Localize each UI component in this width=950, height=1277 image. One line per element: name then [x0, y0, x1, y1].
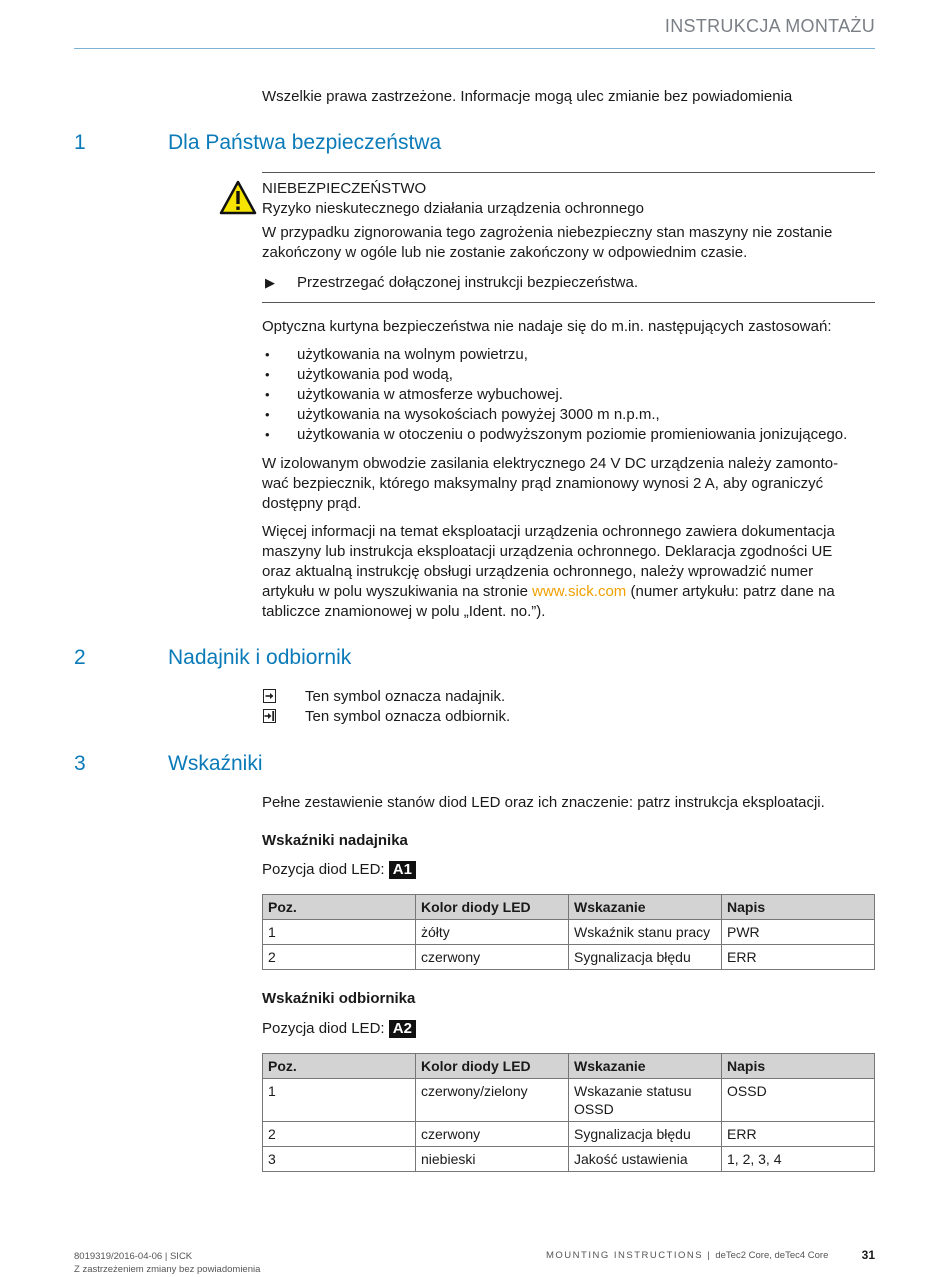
transmitter-symbol-text: Ten symbol oznacza nadajnik. — [305, 688, 506, 705]
bullet-icon: • — [265, 407, 270, 422]
table-cell: ERR — [722, 1122, 875, 1147]
section-number-2: 2 — [74, 646, 86, 669]
table-cell: Sygnalizacja błędu — [569, 945, 722, 970]
section-title-3: Wskaźniki — [168, 752, 263, 775]
footer-doc-info — [74, 1250, 260, 1276]
info-paragraph-line: maszyny lub instrukcja eksploatacji urządzenia ochronnego. Deklaracja zgodności UE — [262, 543, 833, 560]
section-title-2: Nadajnik i odbiornik — [168, 646, 352, 669]
table-header-row — [263, 895, 875, 920]
bullet-icon: • — [265, 387, 270, 402]
warning-triangle-icon — [219, 180, 257, 215]
table-cell: 3 — [263, 1147, 416, 1172]
table-cell: Sygnalizacja błędu — [569, 1122, 722, 1147]
footer-doc-id: 8019319/2016-04-06 | SICK — [74, 1251, 193, 1262]
fuse-paragraph-line: wać bezpiecznik, którego maksymalny prąd znamionowy wynosi 2 A, aby ograniczyć — [262, 475, 824, 492]
transmitter-symbol-icon — [263, 689, 276, 703]
table-cell: PWR — [722, 920, 875, 945]
table-cell: czerwony/zielony — [416, 1079, 569, 1122]
table-cell: Jakość ustawienia — [569, 1147, 722, 1172]
table-cell: niebieski — [416, 1147, 569, 1172]
fuse-paragraph-line: W izolowanym obwodzie zasilania elektrycznego 24 V DC urządzenia należy zamonto- — [262, 455, 839, 472]
indicators-intro: Pełne zestawienie stanów diod LED oraz ich znaczenie: patrz instrukcja eksploatacji. — [262, 794, 825, 811]
led-position-badge: A1 — [389, 861, 416, 879]
usage-intro: Optyczna kurtyna bezpieczeństwa nie nadaje się do m.in. następujących zastosowań: — [262, 318, 832, 335]
receiver-led-position — [262, 1019, 877, 1039]
transmitter-led-table — [262, 894, 875, 970]
receiver-indicators-heading: Wskaźniki odbiornika — [262, 990, 416, 1007]
led-position-label: Pozycja diod LED: — [262, 861, 385, 878]
receiver-led-table — [262, 1053, 875, 1172]
footer-separator: | — [703, 1250, 716, 1261]
warning-action: Przestrzegać dołączonej instrukcji bezpieczeństwa. — [297, 274, 638, 291]
warning-bottom-rule — [262, 302, 875, 303]
page-number: 31 — [861, 1248, 875, 1262]
footer-notice: Z zastrzeżeniem zmiany bez powiadomienia — [74, 1264, 261, 1275]
bullet-icon: • — [265, 347, 270, 362]
info-paragraph-line: Więcej informacji na temat eksploatacji urządzenia ochronnego zawiera dokumentacja — [262, 523, 835, 540]
footer-document-type — [546, 1250, 828, 1261]
table-cell: czerwony — [416, 1122, 569, 1147]
section-number-1: 1 — [74, 131, 86, 154]
footer-doc-type: MOUNTING INSTRUCTIONS — [546, 1250, 704, 1261]
info-paragraph-line: tabliczce znamionowej w polu „Ident. no.”). — [262, 603, 546, 620]
table-cell: ERR — [722, 945, 875, 970]
table-cell: 1, 2, 3, 4 — [722, 1147, 875, 1172]
led-position-label: Pozycja diod LED: — [262, 1020, 385, 1037]
table-cell: OSSD — [722, 1079, 875, 1122]
column-header: Poz. — [263, 895, 416, 920]
usage-list-item: użytkowania pod wodą, — [297, 366, 453, 383]
table-row — [263, 1079, 875, 1122]
usage-list-item: użytkowania na wolnym powietrzu, — [297, 346, 528, 363]
usage-list-item: użytkowania na wysokościach powyżej 3000 m n.p.m., — [297, 406, 660, 423]
table-cell: żółty — [416, 920, 569, 945]
table-row — [263, 945, 875, 970]
column-header: Poz. — [263, 1054, 416, 1079]
warning-heading: NIEBEZPIECZEŃSTWO — [262, 180, 427, 197]
table-row — [263, 1147, 875, 1172]
receiver-symbol-text: Ten symbol oznacza odbiornik. — [305, 708, 511, 725]
transmitter-indicators-heading: Wskaźniki nadajnika — [262, 832, 408, 849]
info-paragraph-line — [262, 582, 877, 602]
table-cell: 2 — [263, 1122, 416, 1147]
section-number-3: 3 — [74, 752, 86, 775]
column-header: Wskazanie — [569, 895, 722, 920]
bullet-icon: • — [265, 367, 270, 382]
column-header: Wskazanie — [569, 1054, 722, 1079]
warning-subheading: Ryzyko nieskutecznego działania urządzenia ochronnego — [262, 200, 644, 217]
table-cell: Wskazanie statusu OSSD — [569, 1079, 722, 1122]
table-cell: 2 — [263, 945, 416, 970]
warning-text-line: W przypadku zignorowania tego zagrożenia niebezpieczny stan maszyny nie zostanie — [262, 224, 833, 241]
action-arrow-icon: ▶ — [265, 275, 275, 290]
warning-top-rule — [262, 172, 875, 173]
usage-list-item: użytkowania w otoczeniu o podwyższonym poziomie promieniowania jonizującego. — [297, 426, 848, 443]
table-cell: 1 — [263, 920, 416, 945]
led-position-badge: A2 — [389, 1020, 416, 1038]
info-text: artykułu w polu wyszukiwania na stronie — [262, 583, 533, 600]
warning-text-line: zakończony w ogóle lub nie zostanie zakończony w odpowiednim czasie. — [262, 244, 748, 261]
info-paragraph-line: oraz aktualną instrukcję obsługi urządzenia ochronnego, należy wprowadzić numer — [262, 563, 814, 580]
receiver-symbol-icon — [263, 709, 276, 723]
column-header: Kolor diody LED — [416, 1054, 569, 1079]
table-row — [263, 920, 875, 945]
column-header: Kolor diody LED — [416, 895, 569, 920]
footer-product: deTec2 Core, deTec4 Core — [715, 1250, 829, 1261]
rights-notice: Wszelkie prawa zastrzeżone. Informacje mogą ulec zmianie bez powiadomienia — [262, 88, 793, 105]
column-header: Napis — [722, 1054, 875, 1079]
table-row — [263, 1122, 875, 1147]
transmitter-led-position — [262, 860, 877, 880]
fuse-paragraph-line: dostępny prąd. — [262, 495, 362, 512]
table-cell: 1 — [263, 1079, 416, 1122]
header-rule — [74, 48, 875, 49]
bullet-icon: • — [265, 427, 270, 442]
table-cell: czerwony — [416, 945, 569, 970]
info-text: (numer artykułu: patrz dane na — [626, 583, 835, 600]
usage-list-item: użytkowania w atmosferze wybuchowej. — [297, 386, 563, 403]
sick-website-link[interactable]: www.sick.com — [532, 583, 627, 600]
page-header-title: INSTRUKCJA MONTAŻU — [664, 16, 875, 36]
column-header: Napis — [722, 895, 875, 920]
table-header-row — [263, 1054, 875, 1079]
section-title-1: Dla Państwa bezpieczeństwa — [168, 131, 442, 154]
table-cell: Wskaźnik stanu pracy — [569, 920, 722, 945]
